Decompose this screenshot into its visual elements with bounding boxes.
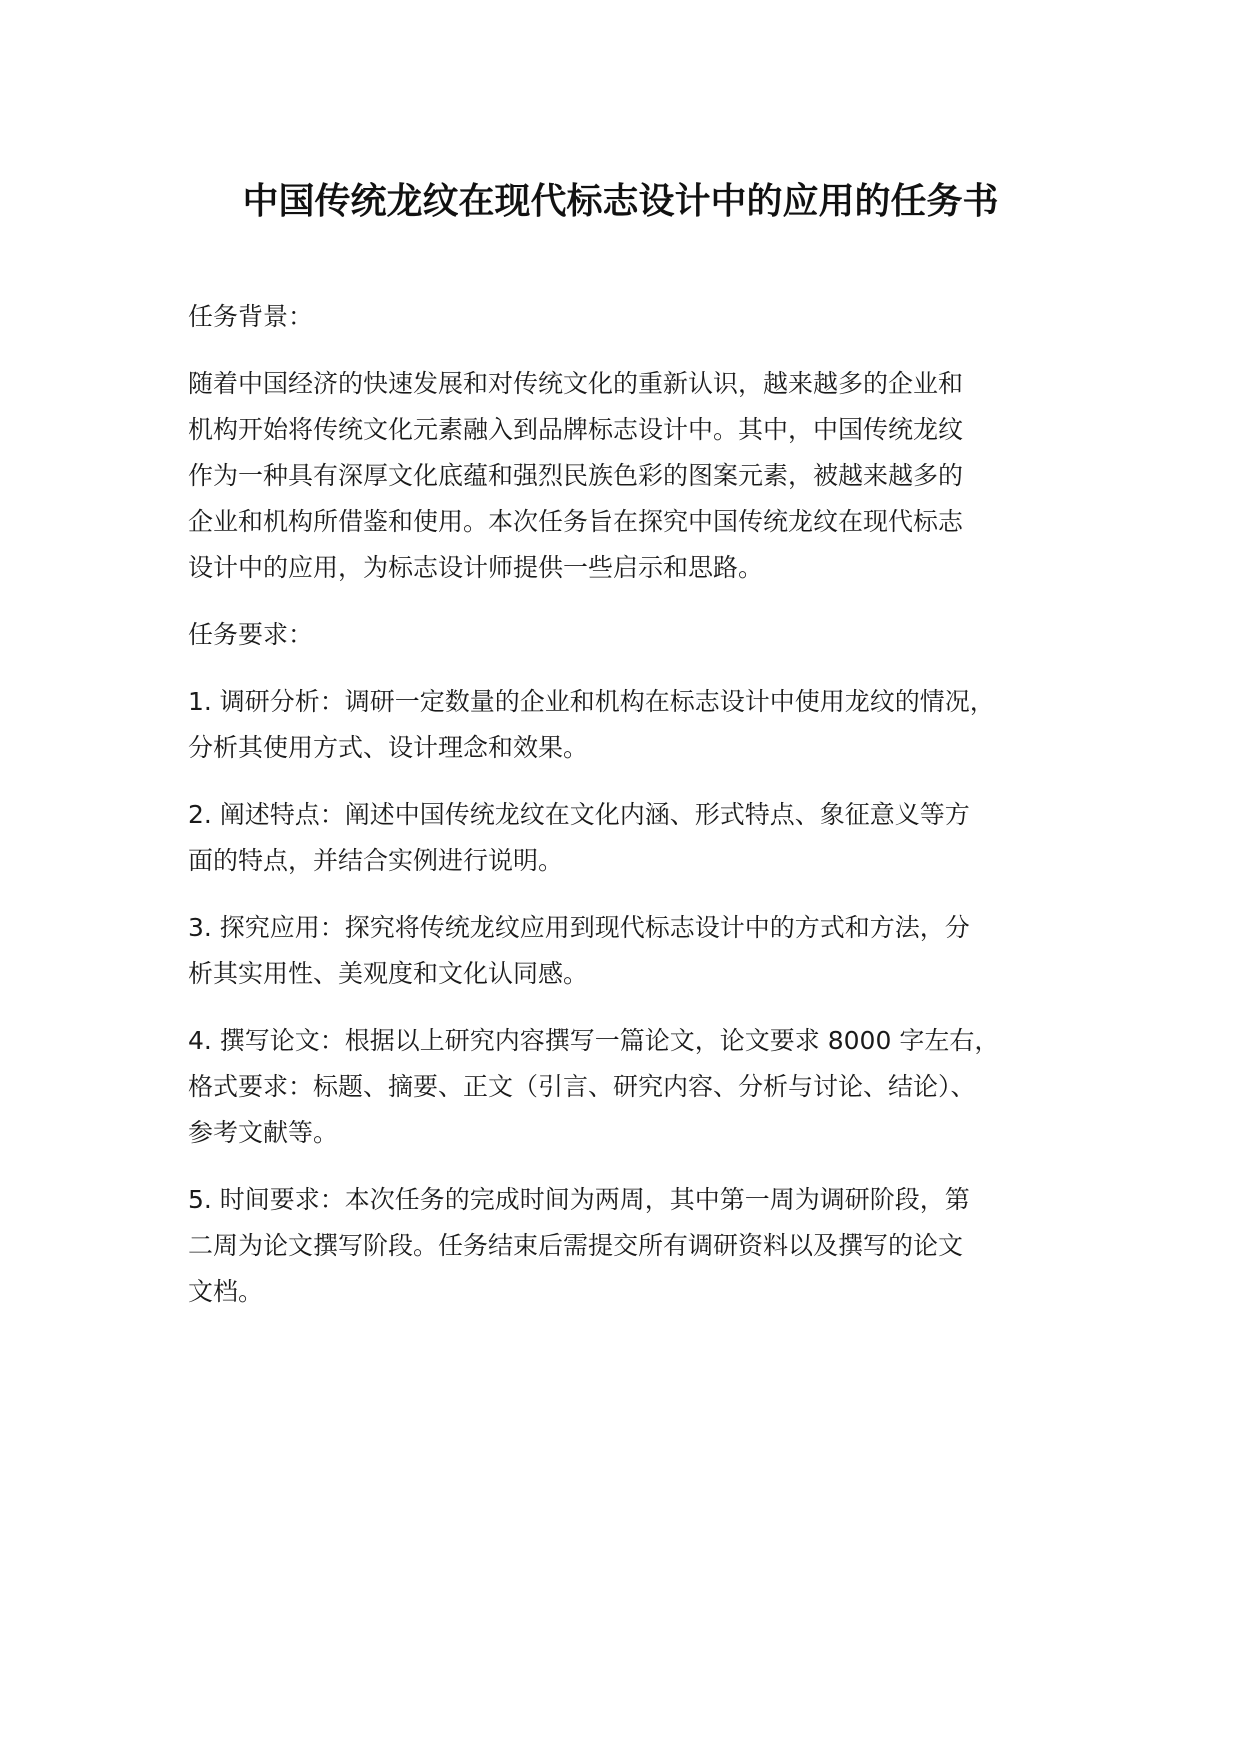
paragraph-line: 企业和机构所借鉴和使用。本次任务旨在探究中国传统龙纹在现代标志 [188,507,964,536]
paragraph-line: 作为一种具有深厚文化底蕴和强烈民族色彩的图案元素，被越来越多的 [188,461,964,490]
paragraph-line: 参考文献等。 [188,1118,339,1147]
paragraph-line: 1. 调研分析：调研一定数量的企业和机构在标志设计中使用龙纹的情况， [188,687,995,716]
requirement-item-5 [188,1177,1088,1315]
requirement-item-3 [188,905,1088,997]
paragraph-line: 设计中的应用，为标志设计师提供一些启示和思路。 [188,553,764,582]
paragraph-line: 5. 时间要求：本次任务的完成时间为两周，其中第一周为调研阶段，第 [188,1185,970,1214]
requirement-item-2 [188,792,1088,884]
paragraph-line: 文档。 [188,1277,264,1306]
paragraph-line: 4. 撰写论文：根据以上研究内容撰写一篇论文，论文要求 8000 字左右， [188,1026,1000,1055]
paragraph-line: 格式要求：标题、摘要、正文（引言、研究内容、分析与讨论、结论）、 [188,1072,976,1101]
paragraph-line: 机构开始将传统文化元素融入到品牌标志设计中。其中，中国传统龙纹 [188,415,964,444]
background-heading: 任务背景： [188,302,314,331]
requirement-item-4 [188,1018,1088,1156]
paragraph-line: 3. 探究应用：探究将传统龙纹应用到现代标志设计中的方式和方法，分 [188,913,970,942]
requirement-item-1 [188,679,1088,771]
paragraph-line: 分析其使用方式、设计理念和效果。 [188,733,589,762]
paragraph-line: 析其实用性、美观度和文化认同感。 [188,959,589,988]
paragraph-line: 随着中国经济的快速发展和对传统文化的重新认识，越来越多的企业和 [188,369,964,398]
paragraph-line: 面的特点，并结合实例进行说明。 [188,846,564,875]
requirements-heading: 任务要求： [188,620,314,649]
document-title: 中国传统龙纹在现代标志设计中的应用的任务书 [242,181,999,222]
document-body [188,294,1088,1336]
background-paragraph [188,361,1088,591]
paragraph-line: 2. 阐述特点：阐述中国传统龙纹在文化内涵、形式特点、象征意义等方 [188,800,970,829]
paragraph-line: 二周为论文撰写阶段。任务结束后需提交所有调研资料以及撰写的论文 [188,1231,964,1260]
